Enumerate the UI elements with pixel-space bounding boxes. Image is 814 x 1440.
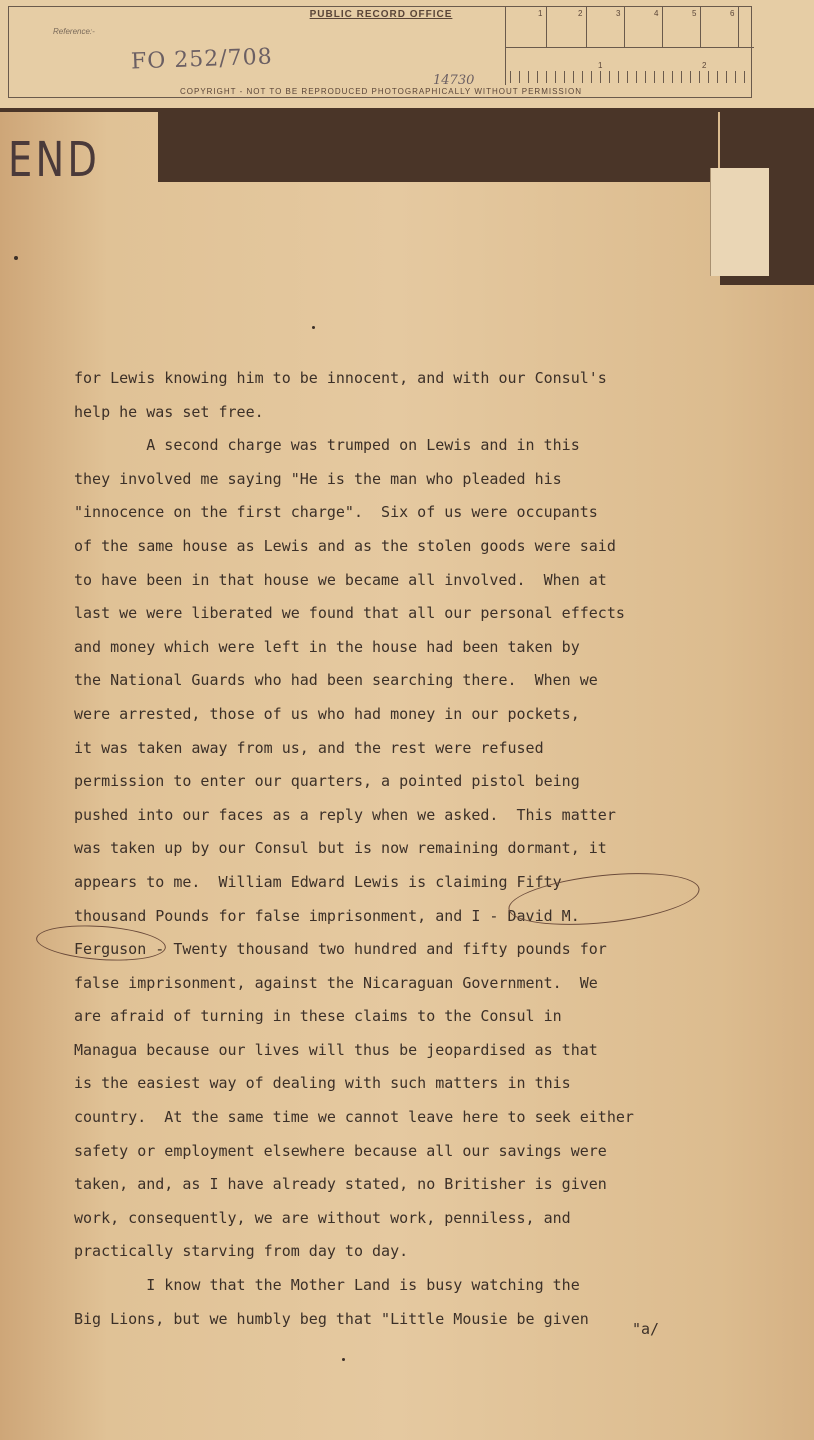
grid-number: 4 — [654, 9, 659, 18]
ink-dot — [312, 326, 315, 329]
measurement-ruler — [510, 71, 750, 83]
copyright-notice: COPYRIGHT - NOT TO BE REPRODUCED PHOTOGRAPHICALLY WITHOUT PERMISSION — [180, 87, 582, 96]
body-line: help he was set free. — [74, 402, 264, 421]
body-line: false imprisonment, against the Nicaraguan Government. We — [74, 973, 598, 992]
body-line: taken, and, as I have already stated, no Britisher is given — [74, 1175, 607, 1194]
office-title: PUBLIC RECORD OFFICE — [309, 9, 453, 20]
body-line: is the easiest way of dealing with such matters in this — [74, 1074, 571, 1093]
document-sheet-edge — [720, 285, 814, 1440]
body-line: Managua because our lives will thus be jeopardised as that — [74, 1040, 598, 1059]
grid-column — [662, 7, 663, 47]
body-line: and money which were left in the house had been taken by — [74, 637, 580, 656]
body-line: pushed into our faces as a reply when we asked. This matter — [74, 805, 616, 824]
body-line: work, consequently, we are without work, penniless, and — [74, 1208, 571, 1227]
paper-tab — [710, 168, 769, 276]
body-line: of the same house as Lewis and as the stolen goods were said — [74, 536, 616, 555]
grid-divider — [506, 47, 754, 48]
body-line: was taken up by our Consul but is now remaining dormant, it — [74, 839, 607, 858]
page-continuation: "a/ — [632, 1320, 660, 1338]
reference-grid — [505, 7, 754, 85]
reference-number: 14730 — [433, 73, 475, 88]
body-line: Big Lions, but we humbly beg that "Little Mousie be given — [74, 1309, 589, 1328]
sheet-shadow — [158, 112, 718, 182]
grid-column — [546, 7, 547, 47]
body-line: I know that the Mother Land is busy watching the — [74, 1276, 580, 1295]
grid-column — [586, 7, 587, 47]
ruler-number: 2 — [702, 61, 707, 70]
body-line: last we were liberated we found that all our personal effects — [74, 604, 625, 623]
grid-number: 1 — [538, 9, 543, 18]
body-line: "innocence on the first charge". Six of us were occupants — [74, 503, 598, 522]
grid-number: 3 — [616, 9, 621, 18]
grid-number: 6 — [730, 9, 735, 18]
body-line: practically starving from day to day. — [74, 1242, 409, 1261]
body-line: appears to me. William Edward Lewis is claiming Fifty — [74, 872, 562, 891]
body-line: safety or employment elsewhere because all our savings were — [74, 1141, 607, 1160]
body-line: thousand Pounds for false imprisonment, and I - David M. — [74, 906, 580, 925]
letter-body — [74, 362, 714, 1336]
body-line: Ferguson - Twenty thousand two hundred and fifty pounds for — [74, 940, 607, 959]
ink-dot — [14, 256, 18, 260]
body-line: for Lewis knowing him to be innocent, and with our Consul's — [74, 369, 607, 387]
body-line: they involved me saying "He is the man who pleaded his — [74, 469, 562, 488]
body-line: A second charge was trumped on Lewis and in this — [74, 436, 580, 455]
grid-column — [738, 7, 739, 47]
record-office-stamp — [8, 6, 752, 98]
body-line: country. At the same time we cannot leave here to seek either — [74, 1108, 634, 1127]
body-line: it was taken away from us, and the rest were refused — [74, 738, 544, 757]
body-line: were arrested, those of us who had money in our pockets, — [74, 704, 580, 723]
record-office-strip — [0, 0, 814, 108]
body-line: are afraid of turning in these claims to the Consul in — [74, 1007, 562, 1026]
reference-value: FO 252/708 — [130, 44, 274, 75]
ink-dot — [342, 1358, 345, 1361]
grid-column — [624, 7, 625, 47]
grid-column — [700, 7, 701, 47]
body-line: permission to enter our quarters, a pointed pistol being — [74, 772, 580, 791]
handwritten-end-mark: END — [8, 132, 101, 188]
ruler-number: 1 — [598, 61, 603, 70]
grid-number: 2 — [578, 9, 583, 18]
grid-number: 5 — [692, 9, 697, 18]
reference-label: Reference:- — [53, 27, 95, 36]
body-line: to have been in that house we became all involved. When at — [74, 570, 607, 589]
body-line: the National Guards who had been searching there. When we — [74, 671, 598, 690]
